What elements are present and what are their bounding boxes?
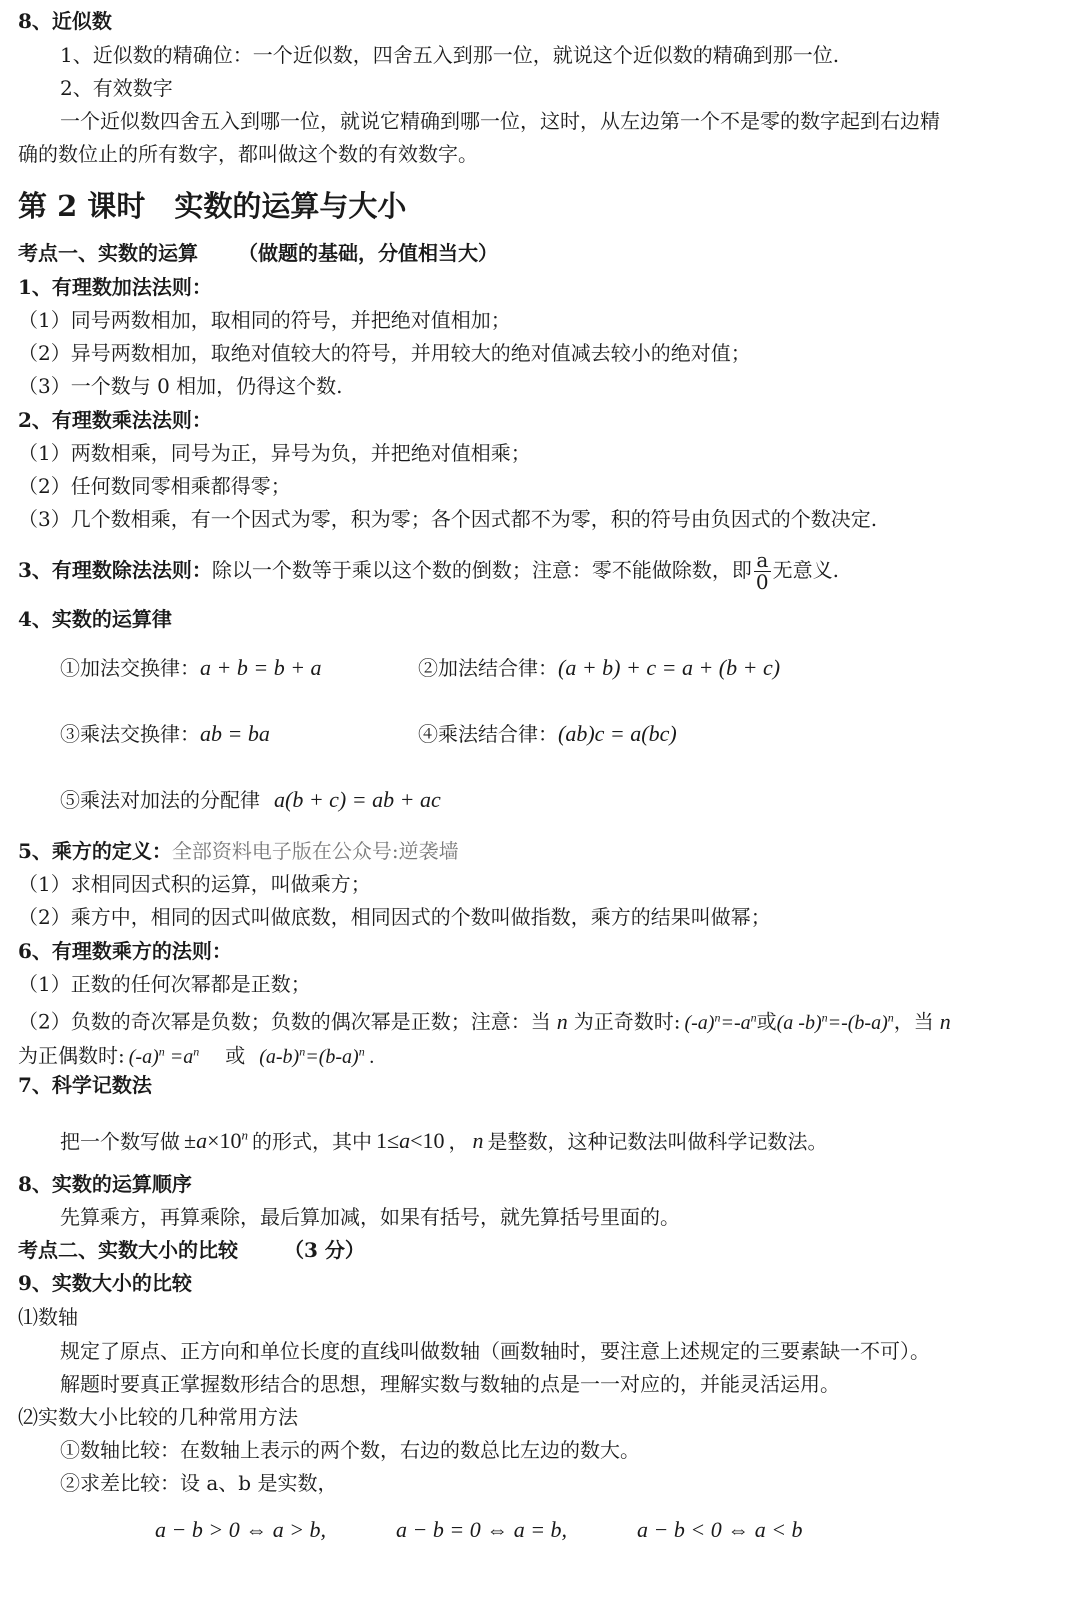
law-3-expr: ab = ba <box>200 721 270 746</box>
law-2-expr: (a + b) + c = a + (b + c) <box>558 655 781 680</box>
compare-formula-3: a − b < 0 ⇔ a < b <box>637 1517 803 1542</box>
kaodian-2-note: （3 分） <box>284 1238 365 1262</box>
rule-5-item-1: （1）求相同因式积的运算，叫做乘方； <box>18 872 371 896</box>
law-3-label: ③乘法交换律： <box>60 722 200 746</box>
compare-formula-1: a − b > 0 ⇔ a > b, <box>155 1517 327 1542</box>
sci-form: $\pm a\times 10^n$ <box>184 1128 248 1154</box>
variable-n-2: n <box>939 1008 951 1034</box>
rule-6-text-f: 或 <box>225 1043 246 1068</box>
a-over-zero-fraction <box>754 550 771 593</box>
comparison-methods-subheading: ⑵实数大小比较的几种常用方法 <box>18 1405 298 1429</box>
rule-6-text-d: ，当 <box>893 1009 934 1034</box>
rule-3-tail: 无意义. <box>772 558 840 582</box>
law-1-expr: a + b = b + a <box>200 655 322 680</box>
significant-figures-heading: 2、有效数字 <box>60 76 173 100</box>
rule-3-title: 3、有理数除法法则： <box>18 558 212 582</box>
rule-1-item-1: （1）同号两数相加，取相同的符号，并把绝对值相加； <box>18 308 511 332</box>
rule-6-item-2-line2 <box>18 1036 1080 1072</box>
rule-1-item-3: （3）一个数与 0 相加，仍得这个数. <box>18 374 343 398</box>
sci-text-4: 是整数，这种记数法叫做科学记数法。 <box>487 1129 828 1154</box>
approx-precision-text: 1、近似数的精确位：一个近似数，四舍五入到那一位，就说这个近似数的精确到那一位. <box>60 43 840 67</box>
fraction-numerator: a <box>754 550 771 572</box>
number-line-text-1: 规定了原点、正方向和单位长度的直线叫做数轴（画数轴时，要注意上述规定的三要素缺一不可）。 <box>60 1339 930 1363</box>
law-1-label: ①加法交换律： <box>60 656 200 680</box>
kaodian-1-note: （做题的基础，分值相当大） <box>238 241 498 265</box>
method-difference: ②求差比较：设 a、b 是实数， <box>60 1471 338 1495</box>
section-8-heading: 8、近似数 <box>18 9 112 33</box>
significant-figures-text-1: 一个近似数四舍五入到哪一位，就说它精确到哪一位，这时，从左边第一个不是零的数字起到右边精 <box>60 109 940 133</box>
odd-power-formula-1: $(-a)^n=-a^n$ <box>684 1010 757 1034</box>
kaodian-2-label: 考点二、实数大小的比较 <box>18 1238 238 1262</box>
kaodian-1-label: 考点一、实数的运算 <box>18 241 198 265</box>
watermark-text: 全部资料电子版在公众号:逆袭墙 <box>171 839 459 863</box>
rule-3 <box>18 548 1080 593</box>
number-line-text-2: 解题时要真正掌握数形结合的思想，理解实数与数轴的点是一一对应的，并能灵活运用。 <box>60 1372 840 1396</box>
law-4-expr: (ab)c = a(bc) <box>558 721 677 746</box>
even-power-formula-1: $(-a)^n =a^n$ <box>128 1044 200 1068</box>
law-2-label: ②加法结合律： <box>418 656 558 680</box>
rule-6-text-a: （2）负数的奇次幂是负数；负数的偶次幂是正数；注意：当 <box>18 1009 551 1034</box>
method-number-line: ①数轴比较：在数轴上表示的两个数，右边的数总比左边的数大。 <box>60 1438 640 1462</box>
lesson-title: 第 2 课时 实数的运算与大小 <box>18 189 407 223</box>
law-5-label: ⑤乘法对加法的分配律 <box>60 788 260 812</box>
law-4-label: ④乘法结合律： <box>418 722 558 746</box>
rule-6-title: 6、有理数乘方的法则： <box>18 939 232 963</box>
sci-text-3: ， <box>448 1129 469 1154</box>
kaodian-2 <box>18 1235 1080 1265</box>
law-mul-associative <box>418 719 1080 749</box>
rule-8-title: 8、实数的运算顺序 <box>18 1172 192 1196</box>
kaodian-1 <box>18 238 1080 268</box>
rule-2-item-1: （1）两数相乘，同号为正，异号为负，并把绝对值相乘； <box>18 441 531 465</box>
odd-power-formula-2: (a $-b)^n=-(b-a)^n$ <box>776 1010 894 1034</box>
compare-formula-2: a − b = 0 ⇔ a = b, <box>396 1517 568 1542</box>
variable-n: n <box>556 1008 568 1034</box>
rule-8-text: 先算乘方，再算乘除，最后算加减，如果有括号，就先算括号里面的。 <box>60 1205 680 1229</box>
rule-5-item-2: （2）乘方中，相同的因式叫做底数，相同因式的个数叫做指数，乘方的结果叫做幂； <box>18 905 771 929</box>
rule-6-text-c: 或 <box>756 1009 777 1034</box>
rule-3-text: 除以一个数等于乘以这个数的倒数；注意：零不能做除数，即 <box>211 558 752 582</box>
rule-6-text-b: 为正奇数时: <box>573 1009 681 1034</box>
rule-5-title: 5、乘方的定义： <box>18 839 172 863</box>
sci-text-2: 的形式，其中 <box>252 1129 372 1154</box>
rule-6-text-e: 为正偶数时: <box>18 1043 125 1068</box>
rule-1-title: 1、有理数加法法则： <box>18 275 212 299</box>
rule-7-title: 7、科学记数法 <box>18 1073 152 1097</box>
fraction-denominator: 0 <box>755 570 769 594</box>
rule-2-title: 2、有理数乘法法则： <box>18 408 212 432</box>
rule-6-item-2-line1 <box>18 1002 1080 1038</box>
law-distributive <box>60 785 1080 815</box>
even-power-formula-2: $(a-b)^n=(b-a)^n$ . <box>259 1044 375 1068</box>
sci-n: n <box>472 1128 484 1154</box>
sci-range: 1≤a<10 <box>376 1128 445 1154</box>
rule-1-item-2: （2）异号两数相加，取绝对值较大的符号，并用较大的绝对值减去较小的绝对值； <box>18 341 751 365</box>
law-add-associative <box>418 653 1080 683</box>
rule-9-title: 9、实数大小的比较 <box>18 1271 192 1295</box>
rule-2-item-2: （2）任何数同零相乘都得零； <box>18 474 291 498</box>
sci-text-1: 把一个数写做 <box>60 1129 180 1154</box>
rule-2-item-3: （3）几个数相乘，有一个因式为零，积为零；各个因式都不为零，积的符号由负因式的个数决定. <box>18 507 878 531</box>
rule-6-item-1: （1）正数的任何次幂都是正数； <box>18 972 311 996</box>
scientific-notation-text <box>60 1121 1080 1156</box>
law-5-expr: a(b + c) = ab + ac <box>274 787 441 812</box>
significant-figures-text-2: 确的数位止的所有数字，都叫做这个数的有效数字。 <box>18 142 478 166</box>
rule-5-title-line <box>18 836 1080 866</box>
number-line-subheading: ⑴数轴 <box>18 1305 78 1329</box>
rule-4-title: 4、实数的运算律 <box>18 607 172 631</box>
